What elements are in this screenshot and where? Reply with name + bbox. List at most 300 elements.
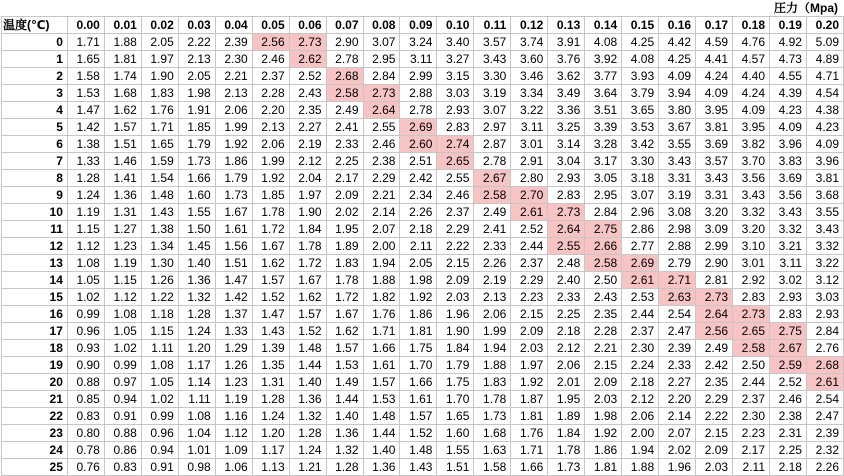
value-cell: 1.13 — [252, 459, 289, 476]
value-cell: 2.48 — [548, 255, 585, 272]
value-cell: 1.82 — [363, 289, 400, 306]
value-cell: 2.43 — [289, 85, 326, 102]
value-cell: 0.97 — [104, 374, 141, 391]
value-cell: 1.99 — [474, 323, 511, 340]
value-cell: 2.52 — [770, 374, 807, 391]
value-cell: 3.32 — [770, 221, 807, 238]
value-cell: 2.44 — [622, 306, 659, 323]
value-cell: 0.99 — [67, 306, 104, 323]
value-cell: 2.09 — [585, 374, 622, 391]
value-cell: 0.98 — [178, 459, 215, 476]
table-row — [2, 425, 844, 442]
value-cell: 1.41 — [104, 170, 141, 187]
value-cell: 3.01 — [511, 136, 548, 153]
value-cell: 2.06 — [548, 357, 585, 374]
temperature-row-header: 13 — [2, 255, 68, 272]
value-cell: 0.96 — [141, 425, 178, 442]
pressure-column-header: 0.12 — [511, 17, 548, 34]
value-cell: 2.54 — [806, 391, 843, 408]
value-cell: 3.69 — [770, 170, 807, 187]
value-cell: 2.79 — [659, 255, 696, 272]
value-cell: 1.96 — [437, 306, 474, 323]
value-cell: 3.51 — [585, 102, 622, 119]
value-cell: 1.75 — [437, 374, 474, 391]
value-cell: 1.88 — [622, 459, 659, 476]
value-cell: 2.22 — [178, 34, 215, 51]
value-cell: 1.94 — [363, 255, 400, 272]
value-cell: 1.57 — [289, 306, 326, 323]
value-cell: 1.65 — [141, 136, 178, 153]
value-cell: 1.72 — [289, 255, 326, 272]
value-cell: 1.30 — [141, 255, 178, 272]
value-cell: 2.17 — [733, 442, 770, 459]
value-cell: 1.27 — [104, 221, 141, 238]
value-cell: 2.49 — [696, 340, 733, 357]
value-cell: 1.67 — [215, 204, 252, 221]
value-cell: 3.40 — [437, 34, 474, 51]
value-cell: 3.30 — [474, 68, 511, 85]
value-cell: 2.12 — [548, 340, 585, 357]
pressure-column-header: 0.05 — [252, 17, 289, 34]
highlighted-value-cell: 2.56 — [252, 34, 289, 51]
value-cell: 1.43 — [252, 323, 289, 340]
value-cell: 3.93 — [622, 68, 659, 85]
value-cell: 1.15 — [67, 221, 104, 238]
value-cell: 2.22 — [437, 238, 474, 255]
value-cell: 3.15 — [437, 68, 474, 85]
value-cell: 2.47 — [659, 323, 696, 340]
value-cell: 0.78 — [67, 442, 104, 459]
value-cell: 3.25 — [548, 119, 585, 136]
value-cell: 3.95 — [696, 102, 733, 119]
value-cell: 2.81 — [696, 272, 733, 289]
value-cell: 1.61 — [400, 391, 437, 408]
value-cell: 1.20 — [252, 425, 289, 442]
value-cell: 1.05 — [104, 323, 141, 340]
value-cell: 1.73 — [215, 187, 252, 204]
value-cell: 2.37 — [511, 255, 548, 272]
value-cell: 1.89 — [548, 408, 585, 425]
value-cell: 3.70 — [733, 153, 770, 170]
value-cell: 1.92 — [215, 136, 252, 153]
table-row — [2, 119, 844, 136]
value-cell: 2.33 — [548, 289, 585, 306]
highlighted-value-cell: 2.73 — [548, 204, 585, 221]
value-cell: 2.23 — [511, 289, 548, 306]
value-cell: 2.42 — [400, 170, 437, 187]
value-cell: 1.76 — [363, 306, 400, 323]
highlighted-value-cell: 2.65 — [437, 153, 474, 170]
temperature-row-header: 6 — [2, 136, 68, 153]
highlighted-value-cell: 2.73 — [289, 34, 326, 51]
value-cell: 1.39 — [252, 340, 289, 357]
value-cell: 1.73 — [474, 408, 511, 425]
value-cell: 1.17 — [178, 357, 215, 374]
value-cell: 1.42 — [67, 119, 104, 136]
value-cell: 4.57 — [733, 51, 770, 68]
temperature-row-header: 20 — [2, 374, 68, 391]
value-cell: 1.67 — [326, 306, 363, 323]
value-cell: 1.94 — [622, 442, 659, 459]
value-cell: 1.20 — [178, 340, 215, 357]
value-cell: 1.19 — [215, 391, 252, 408]
pressure-column-header: 0.10 — [437, 17, 474, 34]
value-cell: 1.23 — [104, 238, 141, 255]
value-cell: 0.88 — [67, 374, 104, 391]
value-cell: 2.52 — [511, 221, 548, 238]
value-cell: 2.18 — [548, 323, 585, 340]
value-cell: 1.08 — [67, 255, 104, 272]
value-cell: 3.11 — [770, 255, 807, 272]
value-cell: 1.45 — [178, 238, 215, 255]
value-cell: 1.87 — [511, 391, 548, 408]
value-cell: 1.28 — [67, 170, 104, 187]
value-cell: 4.76 — [733, 34, 770, 51]
value-cell: 1.88 — [363, 272, 400, 289]
value-cell: 1.76 — [141, 102, 178, 119]
value-cell: 1.90 — [437, 323, 474, 340]
value-cell: 4.23 — [770, 102, 807, 119]
value-cell: 1.36 — [363, 459, 400, 476]
value-cell: 1.06 — [215, 459, 252, 476]
value-cell: 3.62 — [548, 68, 585, 85]
value-cell: 2.28 — [585, 323, 622, 340]
value-cell: 3.46 — [511, 68, 548, 85]
value-cell: 3.43 — [659, 153, 696, 170]
value-cell: 1.44 — [289, 357, 326, 374]
value-cell: 3.57 — [474, 34, 511, 51]
value-cell: 1.47 — [67, 102, 104, 119]
value-cell: 2.86 — [622, 221, 659, 238]
value-cell: 0.99 — [104, 357, 141, 374]
value-cell: 3.03 — [437, 85, 474, 102]
value-cell: 3.96 — [770, 136, 807, 153]
value-cell: 1.66 — [511, 459, 548, 476]
value-cell: 1.72 — [326, 289, 363, 306]
value-cell: 1.12 — [67, 238, 104, 255]
value-cell: 2.29 — [437, 221, 474, 238]
value-cell: 2.78 — [400, 102, 437, 119]
value-cell: 1.98 — [585, 408, 622, 425]
value-cell: 3.18 — [622, 170, 659, 187]
temperature-row-header: 15 — [2, 289, 68, 306]
value-cell: 1.52 — [400, 425, 437, 442]
value-cell: 1.81 — [104, 51, 141, 68]
value-cell: 4.09 — [806, 136, 843, 153]
value-cell: 1.92 — [511, 374, 548, 391]
value-cell: 1.48 — [400, 442, 437, 459]
table-row — [2, 170, 844, 187]
value-cell: 3.09 — [696, 221, 733, 238]
value-cell: 1.92 — [252, 170, 289, 187]
value-cell: 1.21 — [289, 459, 326, 476]
value-cell: 2.83 — [548, 187, 585, 204]
value-cell: 2.84 — [363, 68, 400, 85]
value-cell: 3.10 — [733, 238, 770, 255]
value-cell: 3.08 — [659, 204, 696, 221]
value-cell: 1.85 — [252, 187, 289, 204]
value-cell: 3.65 — [622, 102, 659, 119]
value-cell: 2.23 — [733, 425, 770, 442]
value-cell: 1.88 — [104, 34, 141, 51]
value-cell: 1.02 — [104, 340, 141, 357]
value-cell: 1.04 — [178, 425, 215, 442]
value-cell: 2.33 — [474, 238, 511, 255]
value-cell: 1.62 — [326, 323, 363, 340]
value-cell: 0.80 — [67, 425, 104, 442]
value-cell: 1.19 — [104, 255, 141, 272]
value-cell: 1.99 — [252, 153, 289, 170]
value-cell: 0.88 — [104, 425, 141, 442]
value-cell: 2.15 — [437, 255, 474, 272]
value-cell: 1.40 — [363, 442, 400, 459]
value-cell: 1.31 — [252, 374, 289, 391]
highlighted-value-cell: 2.55 — [548, 238, 585, 255]
value-cell: 2.12 — [622, 391, 659, 408]
value-cell: 2.55 — [363, 119, 400, 136]
value-cell: 2.05 — [178, 68, 215, 85]
value-cell: 2.03 — [696, 459, 733, 476]
value-cell: 1.67 — [252, 238, 289, 255]
value-cell: 1.78 — [289, 238, 326, 255]
temperature-row-header: 11 — [2, 221, 68, 238]
value-cell: 4.09 — [659, 68, 696, 85]
value-cell: 0.99 — [141, 408, 178, 425]
value-cell: 1.02 — [67, 289, 104, 306]
value-cell: 2.13 — [252, 119, 289, 136]
value-cell: 3.60 — [511, 51, 548, 68]
value-cell: 2.29 — [363, 170, 400, 187]
value-cell: 2.05 — [141, 34, 178, 51]
value-cell: 2.20 — [252, 102, 289, 119]
value-cell: 1.71 — [511, 442, 548, 459]
highlighted-value-cell: 2.68 — [806, 357, 843, 374]
pressure-column-header: 0.20 — [806, 17, 843, 34]
value-cell: 3.80 — [659, 102, 696, 119]
value-cell: 2.06 — [622, 408, 659, 425]
value-cell: 1.59 — [141, 153, 178, 170]
highlighted-value-cell: 2.75 — [585, 221, 622, 238]
value-cell: 2.93 — [806, 306, 843, 323]
value-cell: 2.14 — [363, 204, 400, 221]
value-cell: 2.13 — [178, 51, 215, 68]
value-cell: 1.53 — [363, 391, 400, 408]
value-cell: 2.51 — [400, 153, 437, 170]
temperature-row-header: 25 — [2, 459, 68, 476]
value-cell: 1.73 — [548, 459, 585, 476]
value-cell: 3.01 — [733, 255, 770, 272]
value-cell: 1.28 — [178, 306, 215, 323]
value-cell: 1.28 — [289, 425, 326, 442]
value-cell: 1.83 — [474, 374, 511, 391]
value-cell: 1.60 — [437, 425, 474, 442]
value-cell: 2.40 — [548, 272, 585, 289]
value-cell: 1.66 — [400, 374, 437, 391]
value-cell: 1.56 — [215, 238, 252, 255]
value-cell: 1.70 — [400, 357, 437, 374]
value-cell: 2.46 — [363, 136, 400, 153]
value-cell: 1.43 — [141, 204, 178, 221]
value-cell: 1.78 — [252, 204, 289, 221]
value-cell: 3.77 — [585, 68, 622, 85]
value-cell: 1.24 — [252, 408, 289, 425]
value-cell: 2.90 — [696, 255, 733, 272]
value-cell: 2.32 — [806, 442, 843, 459]
value-cell: 3.67 — [659, 119, 696, 136]
value-cell: 2.46 — [437, 187, 474, 204]
value-cell: 2.46 — [770, 391, 807, 408]
value-cell: 1.61 — [215, 221, 252, 238]
value-cell: 1.86 — [585, 442, 622, 459]
value-cell: 3.14 — [548, 136, 585, 153]
value-cell: 3.07 — [622, 187, 659, 204]
value-cell: 2.05 — [400, 255, 437, 272]
value-cell: 2.98 — [659, 221, 696, 238]
value-cell: 2.52 — [289, 68, 326, 85]
temperature-row-header: 0 — [2, 34, 68, 51]
value-cell: 1.48 — [363, 408, 400, 425]
value-cell: 2.39 — [806, 425, 843, 442]
value-cell: 1.62 — [104, 102, 141, 119]
value-cell: 2.11 — [733, 459, 770, 476]
highlighted-value-cell: 2.62 — [289, 51, 326, 68]
value-cell: 0.83 — [104, 459, 141, 476]
value-cell: 4.08 — [585, 34, 622, 51]
value-cell: 1.92 — [400, 289, 437, 306]
value-cell: 2.27 — [659, 374, 696, 391]
temperature-row-header: 21 — [2, 391, 68, 408]
value-cell: 4.09 — [733, 102, 770, 119]
value-cell: 1.29 — [215, 340, 252, 357]
value-cell: 2.44 — [511, 238, 548, 255]
table-row — [2, 272, 844, 289]
value-cell: 2.35 — [585, 306, 622, 323]
value-cell: 1.36 — [326, 425, 363, 442]
highlighted-value-cell: 2.67 — [474, 170, 511, 187]
value-cell: 3.43 — [474, 51, 511, 68]
value-cell: 1.26 — [141, 272, 178, 289]
value-cell: 2.93 — [770, 289, 807, 306]
pressure-temperature-table — [1, 16, 844, 476]
value-cell: 1.55 — [178, 204, 215, 221]
value-cell: 1.79 — [178, 136, 215, 153]
value-cell: 2.18 — [622, 374, 659, 391]
value-cell: 1.36 — [178, 272, 215, 289]
value-cell: 1.73 — [178, 153, 215, 170]
value-cell: 3.19 — [474, 85, 511, 102]
highlighted-value-cell: 2.74 — [437, 136, 474, 153]
value-cell: 2.93 — [548, 170, 585, 187]
temperature-row-header: 9 — [2, 187, 68, 204]
value-cell: 1.71 — [363, 323, 400, 340]
value-cell: 4.25 — [622, 34, 659, 51]
highlighted-value-cell: 2.61 — [511, 204, 548, 221]
pressure-column-header: 0.19 — [770, 17, 807, 34]
value-cell: 1.53 — [67, 85, 104, 102]
value-cell: 2.88 — [659, 238, 696, 255]
highlighted-value-cell: 2.60 — [400, 136, 437, 153]
value-cell: 2.41 — [326, 119, 363, 136]
value-cell: 1.68 — [104, 85, 141, 102]
value-cell: 1.05 — [67, 272, 104, 289]
value-cell: 1.96 — [659, 459, 696, 476]
value-cell: 1.66 — [363, 340, 400, 357]
highlighted-value-cell: 2.58 — [474, 187, 511, 204]
value-cell: 1.38 — [67, 136, 104, 153]
highlighted-value-cell: 2.69 — [622, 255, 659, 272]
pressure-unit-label: 圧力（Mpa) — [774, 1, 838, 15]
value-cell: 1.98 — [400, 272, 437, 289]
value-cell: 2.47 — [806, 408, 843, 425]
value-cell: 1.97 — [511, 357, 548, 374]
value-cell: 3.56 — [770, 187, 807, 204]
value-cell: 3.57 — [696, 153, 733, 170]
value-cell: 1.38 — [141, 221, 178, 238]
value-cell: 2.25 — [770, 442, 807, 459]
value-cell: 2.42 — [696, 357, 733, 374]
value-cell: 2.84 — [585, 204, 622, 221]
value-cell: 3.43 — [770, 204, 807, 221]
value-cell: 1.52 — [289, 323, 326, 340]
value-cell: 2.20 — [659, 391, 696, 408]
value-cell: 1.57 — [326, 340, 363, 357]
value-cell: 2.78 — [474, 153, 511, 170]
value-cell: 2.07 — [363, 221, 400, 238]
value-cell: 3.31 — [659, 170, 696, 187]
value-cell: 4.24 — [733, 85, 770, 102]
table-row — [2, 204, 844, 221]
value-cell: 1.90 — [289, 204, 326, 221]
value-cell: 1.86 — [400, 306, 437, 323]
value-cell: 1.75 — [400, 340, 437, 357]
value-cell: 0.86 — [104, 442, 141, 459]
value-cell: 4.54 — [806, 85, 843, 102]
value-cell: 2.14 — [659, 408, 696, 425]
value-cell: 3.55 — [659, 136, 696, 153]
value-cell: 3.91 — [548, 34, 585, 51]
value-cell: 1.14 — [178, 374, 215, 391]
value-cell: 1.84 — [437, 340, 474, 357]
pressure-column-header: 0.14 — [585, 17, 622, 34]
highlighted-value-cell: 2.73 — [733, 306, 770, 323]
value-cell: 1.43 — [400, 459, 437, 476]
value-cell: 1.18 — [141, 306, 178, 323]
value-cell: 3.39 — [585, 119, 622, 136]
highlighted-value-cell: 2.66 — [585, 238, 622, 255]
pressure-column-header: 0.07 — [326, 17, 363, 34]
value-cell: 2.18 — [770, 459, 807, 476]
value-cell: 0.76 — [67, 459, 104, 476]
value-cell: 2.19 — [474, 272, 511, 289]
value-cell: 3.92 — [585, 51, 622, 68]
table-row — [2, 306, 844, 323]
value-cell: 2.95 — [363, 51, 400, 68]
temperature-row-header: 1 — [2, 51, 68, 68]
value-cell: 1.58 — [474, 459, 511, 476]
value-cell: 2.44 — [733, 374, 770, 391]
value-cell: 1.24 — [178, 323, 215, 340]
value-cell: 1.47 — [215, 272, 252, 289]
value-cell: 0.90 — [67, 357, 104, 374]
value-cell: 1.51 — [437, 459, 474, 476]
value-cell: 2.24 — [622, 357, 659, 374]
value-cell: 3.17 — [585, 153, 622, 170]
header-row — [2, 17, 844, 34]
value-cell: 3.76 — [548, 51, 585, 68]
value-cell: 5.09 — [806, 34, 843, 51]
value-cell: 2.29 — [696, 391, 733, 408]
temperature-row-header: 10 — [2, 204, 68, 221]
